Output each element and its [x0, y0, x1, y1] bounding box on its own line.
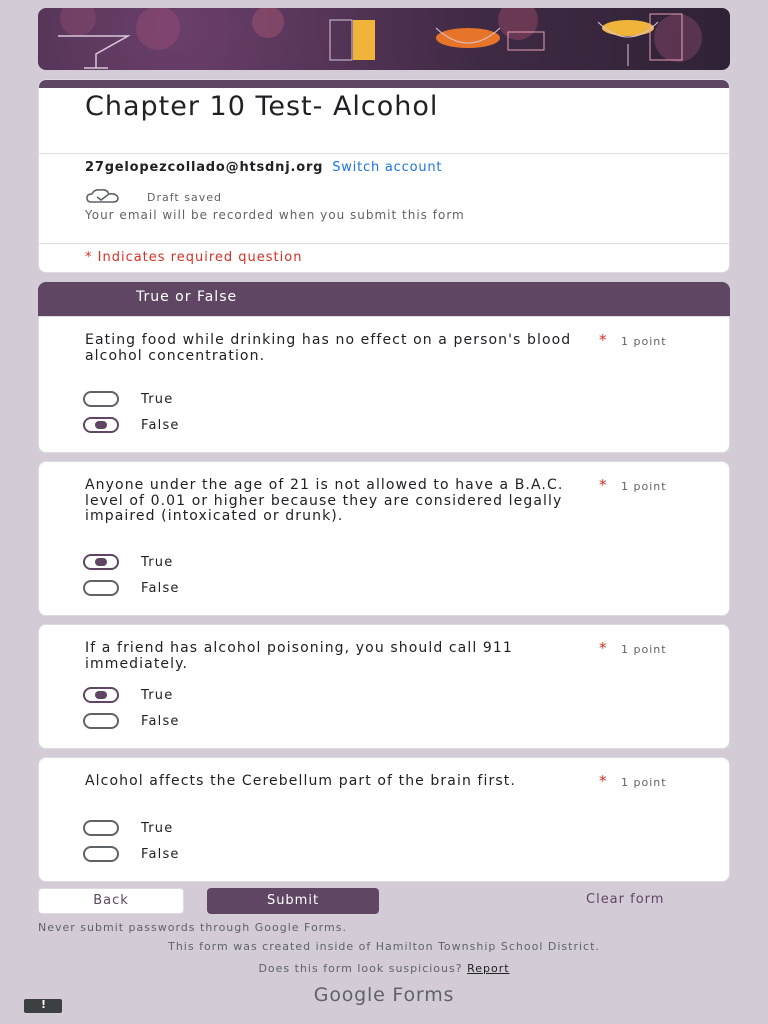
required-asterisk: *	[599, 476, 607, 494]
option-label: False	[141, 417, 180, 433]
question-card	[38, 461, 730, 616]
radio-button[interactable]	[83, 820, 119, 836]
question-card	[38, 624, 730, 749]
draft-status: Draft saved	[147, 190, 222, 204]
radio-button-selected[interactable]	[83, 417, 119, 433]
radio-option-true[interactable]	[83, 554, 173, 570]
question-card	[38, 757, 730, 882]
submit-button[interactable]: Submit	[207, 888, 379, 914]
option-label: True	[141, 554, 174, 570]
radio-button-selected[interactable]	[83, 554, 119, 570]
section-header	[38, 282, 730, 316]
option-label: False	[141, 580, 180, 596]
suspicious-line	[90, 962, 678, 975]
account-email: 27gelopezcollado@htsdnj.org	[85, 160, 324, 175]
question-points: 1 point	[621, 335, 667, 348]
radio-button[interactable]	[83, 580, 119, 596]
radio-button[interactable]	[83, 391, 119, 407]
switch-account-link[interactable]: Switch account	[332, 160, 443, 175]
radio-button-selected[interactable]	[83, 687, 119, 703]
password-warning: Never submit passwords through Google Forms.	[38, 921, 347, 934]
radio-button[interactable]	[83, 713, 119, 729]
question-text: Anyone under the age of 21 is not allowed to have a B.A.C. level of 0.01 or higher because they are considered legally impaired (intoxicated or drunk).	[85, 477, 564, 524]
header-banner-image	[38, 8, 730, 70]
radio-option-false[interactable]	[83, 417, 180, 433]
feedback-icon[interactable]	[24, 999, 62, 1013]
cloud-check-icon	[85, 188, 125, 206]
required-indicator-note: * Indicates required question	[85, 250, 303, 265]
option-label: False	[141, 713, 180, 729]
created-inside-note: This form was created inside of Hamilton Township School District.	[168, 940, 600, 953]
required-asterisk: *	[599, 639, 607, 657]
option-label: True	[141, 687, 174, 703]
clear-form-button[interactable]: Clear form	[586, 892, 665, 907]
divider	[39, 243, 729, 244]
divider	[39, 153, 729, 154]
question-points: 1 point	[621, 480, 667, 493]
required-asterisk: *	[599, 331, 607, 349]
draft-status-row	[85, 188, 222, 206]
question-card	[38, 316, 730, 453]
radio-option-false[interactable]	[83, 580, 180, 596]
radio-option-true[interactable]	[83, 820, 173, 836]
radio-option-true[interactable]	[83, 391, 173, 407]
suspicious-prompt: Does this form look suspicious?	[258, 962, 463, 975]
question-text: If a friend has alcohol poisoning, you should call 911 immediately.	[85, 640, 513, 672]
radio-option-true[interactable]	[83, 687, 173, 703]
form-title-card	[38, 79, 730, 273]
email-recorded-note: Your email will be recorded when you submit this form	[85, 208, 465, 222]
option-label: True	[141, 391, 174, 407]
required-asterisk: *	[599, 772, 607, 790]
question-text: Alcohol affects the Cerebellum part of the brain first.	[85, 773, 516, 789]
radio-option-false[interactable]	[83, 846, 180, 862]
option-label: True	[141, 820, 174, 836]
report-link[interactable]: Report	[467, 962, 510, 975]
question-points: 1 point	[621, 643, 667, 656]
option-label: False	[141, 846, 180, 862]
google-forms-logo: Google Forms	[313, 984, 455, 1006]
title-card-accent	[39, 80, 729, 88]
question-points: 1 point	[621, 776, 667, 789]
radio-button[interactable]	[83, 846, 119, 862]
question-text: Eating food while drinking has no effect on a person's blood alcohol concentration.	[85, 332, 572, 364]
section-title: True or False	[136, 289, 238, 305]
back-button[interactable]: Back	[38, 888, 184, 914]
account-line	[85, 160, 442, 175]
form-title: Chapter 10 Test- Alcohol	[85, 91, 439, 122]
radio-option-false[interactable]	[83, 713, 180, 729]
